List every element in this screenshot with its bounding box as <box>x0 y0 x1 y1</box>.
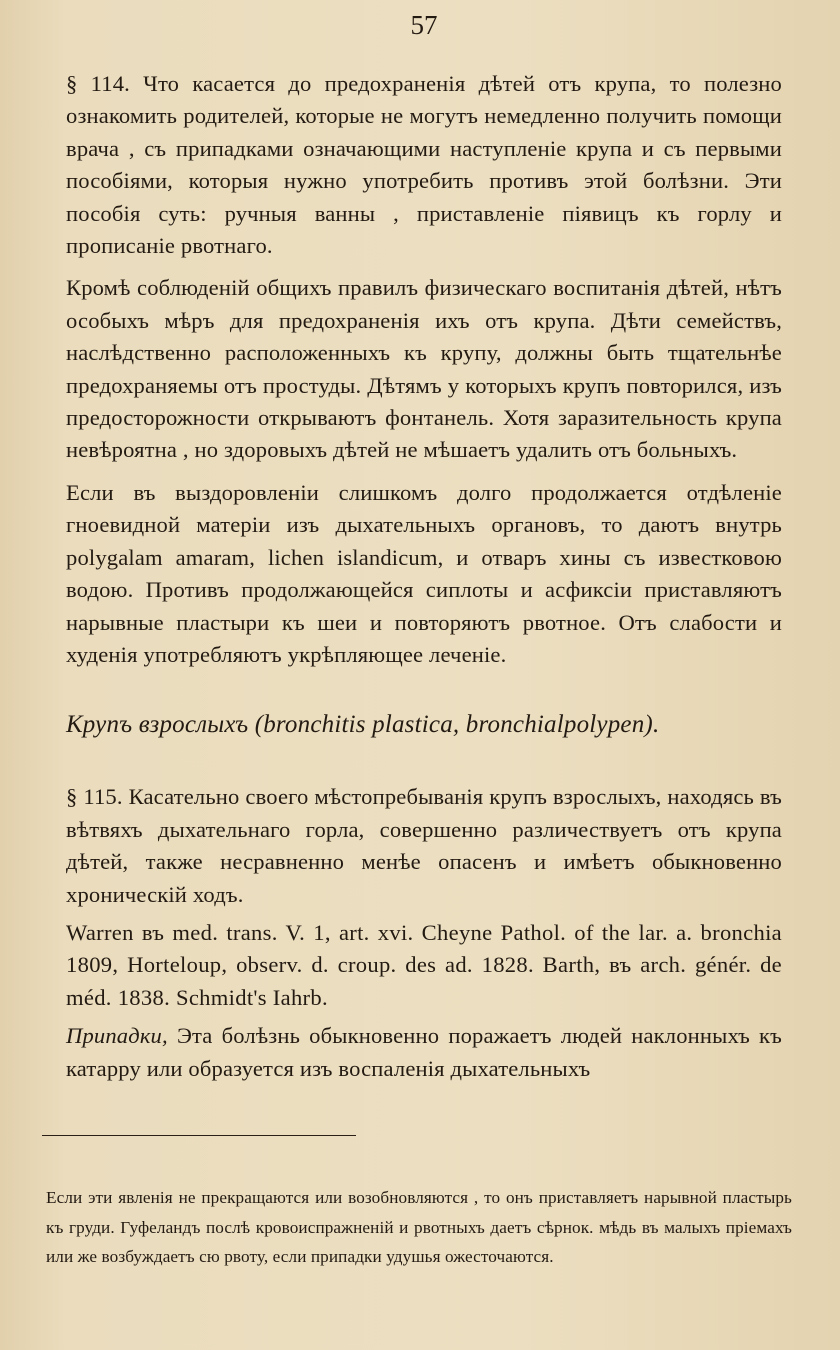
references-paragraph: Warren въ med. trans. V. 1, art. xvi. Cheyne Pathol. of the lar. a. bronchia 1809, Horteloup, observ. d. croup. des ad. 1828. Barth, въ arch. génér. de méd. 1838. Schmidt's Iahrb. <box>66 919 782 1010</box>
paragraph-115: § 115. Касательно своего мѣстопребыванія крупъ взрослыхъ, находясь въ вѣтвяхъ дыхательнаго горла, совершенно различествуетъ отъ крупа дѣтей, также несравненно менѣе опасенъ и имѣетъ обыкновенно хроническій ходъ. <box>66 784 782 907</box>
paragraph-symptoms <box>66 1020 782 1085</box>
footnote-divider <box>42 1135 356 1136</box>
paragraph-prevention: Кромѣ соблюденій общихъ правилъ физическаго воспитанія дѣтей, нѣтъ особыхъ мѣръ для предохраненія ихъ отъ крупа. Дѣти семействъ, наслѣдственно расположенныхъ къ крупу, должны быть тщательнѣе предохраняемы отъ простуды. Дѣтямъ у которыхъ крупъ повторился, изъ предосторожности открываютъ фонтанель. Хотя заразительность крупа невѣроятна , но здоровыхъ дѣтей не мѣшаетъ удалить отъ больныхъ. <box>66 275 782 463</box>
symptoms-lead: Припадки, <box>66 1023 168 1049</box>
paragraph-114: § 114. Что касается до предохраненія дѣтей отъ крупа, то полезно ознакомить родителей, которые не могутъ немедленно получить помощи врача , съ припадками означающими наступленіе крупа и съ первыми пособіями, которыя нужно употребить противъ этой болѣзни. Эти пособія суть: ручныя ванны , приставленіе піявицъ къ горлу и прописаніе рвотнаго. <box>66 71 782 259</box>
footnote: Если эти явленія не прекращаются или возобновляются , то онъ приставляетъ нарывной пластырь къ груди. Гуфеландъ послѣ кровоиспражненій и рвотныхъ даетъ сѣрнок. мѣдь въ малыхъ пріемахъ или же возбуждаетъ сю рвоту, если припадки удушья ожесточаются. <box>46 1188 792 1266</box>
section-heading: Крупъ взрослыхъ (bronchitis plastica, bronchialpolypen). <box>66 711 660 739</box>
paragraph-convalescence: Если въ выздоровленіи слишкомъ долго продолжается отдѣленіе гноевидной матеріи изъ дыхательныхъ органовъ, то даютъ внутрь polygalam amaram, lichen islandicum, и отваръ хины съ известковою водою. Противъ продолжающейся сиплоты и асфиксіи приставляютъ нарывные пластыри къ шеи и повторяютъ рвотное. Отъ слабости и худенія употребляютъ укрѣпляющее леченіе. <box>66 479 782 667</box>
page-number: 57 <box>410 10 438 40</box>
symptoms-text: Эта болѣзнь обыкновенно поражаетъ людей наклонныхъ къ катарру или образуется изъ воспаленія дыхательныхъ <box>66 1023 782 1081</box>
